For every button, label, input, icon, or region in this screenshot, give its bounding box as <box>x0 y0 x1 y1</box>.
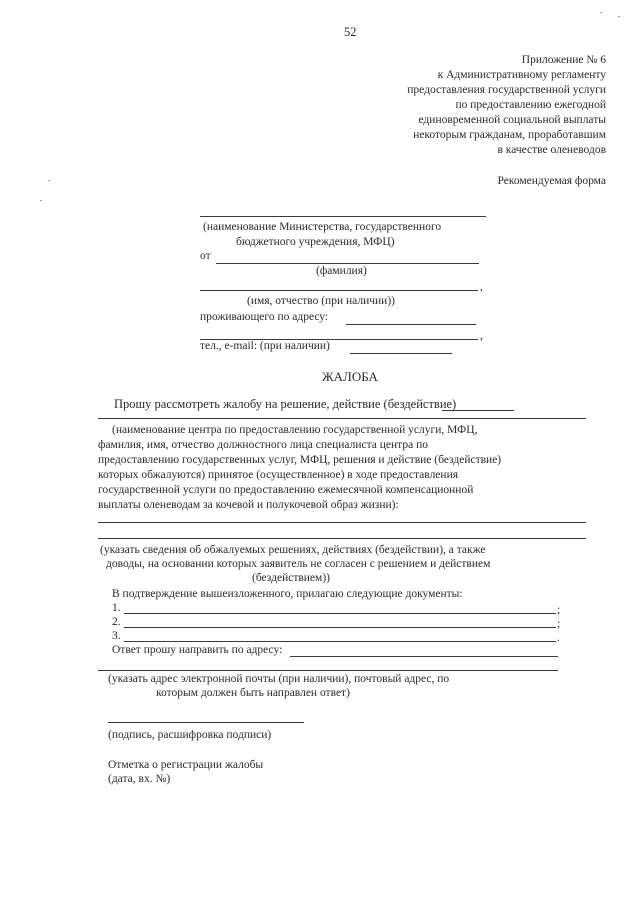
document-title: ЖАЛОБА <box>322 369 378 384</box>
appendix-line: Приложение № 6 <box>521 54 606 66</box>
scan-speck <box>40 200 42 201</box>
reasons-caption-line: доводы, на основании которых заявитель не согласен с решением и действием <box>106 558 491 570</box>
semicolon-mark: ; <box>557 618 561 630</box>
phone-label: тел., e-mail: (при наличии) <box>200 340 330 352</box>
surname-line <box>216 263 479 264</box>
reasons-caption-line: (указать сведения об обжалуемых решениях, действиях (бездействии), а также <box>100 544 486 556</box>
subject-caption-line: фамилия, имя, отчество должностного лица специалиста центра по <box>98 439 428 451</box>
attachment-number: 1. <box>112 602 121 614</box>
name-caption: (имя, отчество (при наличии)) <box>247 295 395 307</box>
recommended-form-label: Рекомендуемая форма <box>497 175 606 187</box>
request-line <box>442 410 514 411</box>
reply-line <box>290 656 558 657</box>
reply-caption-line: (указать адрес электронной почты (при наличии), почтовый адрес, по <box>108 673 450 685</box>
appendix-line: единовременной социальной выплаты <box>418 114 606 126</box>
attachment-line <box>124 627 556 628</box>
semicolon-mark: ; <box>557 604 561 616</box>
subject-caption-line: государственной услуги по предоставлению ежемесячной компенсационной <box>98 484 474 496</box>
page-number: 52 <box>344 25 357 39</box>
subject-caption-line: (наименование центра по предоставлению государственной услуги, МФЦ, <box>112 424 478 436</box>
ministry-caption: бюджетного учреждения, МФЦ) <box>236 236 395 248</box>
phone-line <box>350 353 452 354</box>
registration-label: Отметка о регистрации жалобы <box>108 759 264 771</box>
attachments-intro: В подтверждение вышеизложенного, прилагаю следующие документы: <box>112 588 463 600</box>
signature-line <box>108 722 304 723</box>
appendix-line: предоставления государственной услуги <box>407 84 606 96</box>
appendix-line: некоторым гражданам, проработавшим <box>413 129 606 141</box>
subject-line <box>98 418 586 419</box>
reply-line-2 <box>98 670 558 671</box>
address-line <box>346 324 476 325</box>
subject-caption-line: которых обжалуются) принятое (осуществленное) в ходе предоставления <box>98 469 459 481</box>
residence-label: проживающего по адресу: <box>200 311 329 323</box>
attachment-line <box>124 613 556 614</box>
comma-mark: , <box>480 330 483 342</box>
attachment-number: 3. <box>112 630 121 642</box>
appendix-line: к Административному регламенту <box>437 69 606 81</box>
appendix-line: в качестве оленеводов <box>497 144 606 156</box>
reasons-line <box>98 538 586 539</box>
reply-caption-line: которым должен быть направлен ответ) <box>156 687 350 699</box>
attachment-number: 2. <box>112 616 121 628</box>
surname-caption: (фамилия) <box>316 265 367 277</box>
comma-mark: , <box>480 281 483 293</box>
reasons-caption-line: (бездействием)) <box>252 572 330 584</box>
period-mark: . <box>557 632 560 644</box>
scan-speck <box>600 12 602 13</box>
request-text: Прошу рассмотреть жалобу на решение, действие (бездействие) <box>114 397 457 411</box>
ministry-line <box>200 216 486 217</box>
reply-label: Ответ прошу направить по адресу: <box>112 644 283 656</box>
scan-speck <box>48 180 50 181</box>
registration-date: (дата, вх. №) <box>108 773 171 785</box>
scan-speck <box>618 16 620 17</box>
name-line <box>200 290 478 291</box>
from-label: от <box>200 250 211 262</box>
reasons-line <box>98 522 586 523</box>
attachment-line <box>124 641 556 642</box>
subject-caption-line: предоставлению государственных услуг, МФЦ, решения и действие (бездействие) <box>98 454 502 466</box>
signature-caption: (подпись, расшифровка подписи) <box>108 729 272 741</box>
appendix-line: по предоставлению ежегодной <box>455 99 606 111</box>
subject-caption-line: выплаты оленеводам за кочевой и полукочевой образ жизни): <box>98 499 399 511</box>
ministry-caption: (наименование Министерства, государственного <box>203 221 442 233</box>
